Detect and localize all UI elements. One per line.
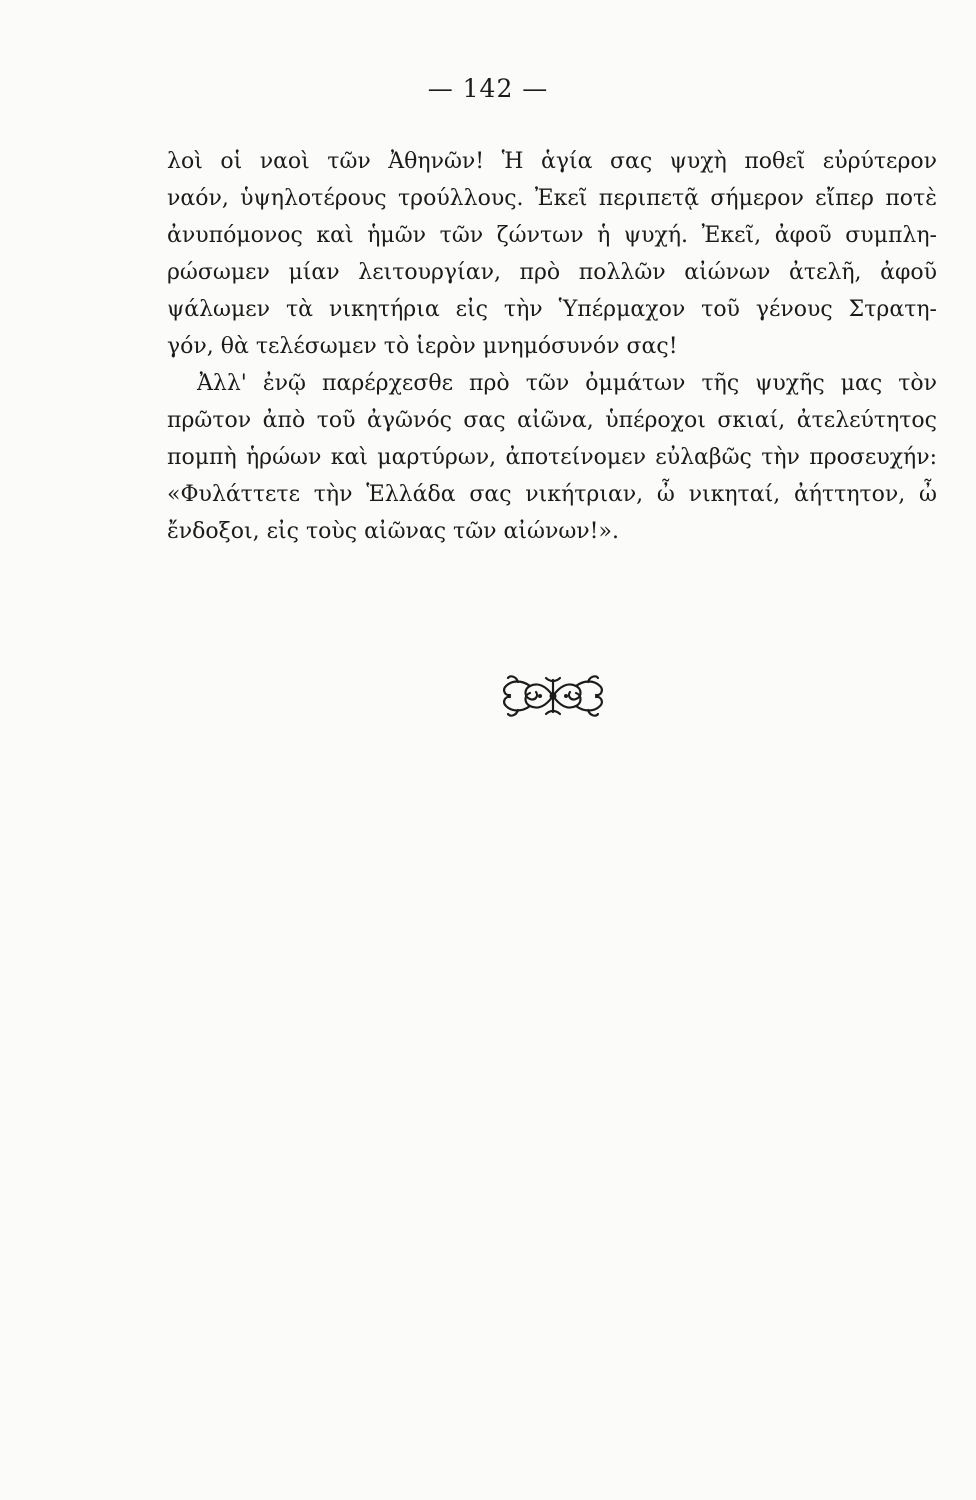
- text-line: «Φυλάττετε τὴν Ἑλλάδα σας νικήτριαν, ὦ νικηταί, ἀήττητον, ὦ: [167, 482, 937, 507]
- text-line: λοὶ οἱ ναοὶ τῶν Ἀθηνῶν! Ἡ ἁγία σας ψυχὴ ποθεῖ εὐρύτερον: [167, 149, 937, 174]
- text-line: ρώσωμεν μίαν λειτουργίαν, πρὸ πολλῶν αἰώνων ἀτελῆ, ἀφοῦ: [167, 260, 937, 285]
- page-number: — 142 —: [427, 74, 549, 103]
- text-line: ναόν, ὑψηλοτέρους τρούλλους. Ἐκεῖ περιπετᾷ σήμερον εἴπερ ποτὲ: [167, 186, 937, 211]
- text-line: ἔνδοξοι, εἰς τοὺς αἰῶνας τῶν αἰώνων!».: [167, 519, 619, 544]
- text-line: Ἀλλ' ἐνῷ παρέρχεσθε πρὸ τῶν ὀμμάτων τῆς ψυχῆς μας τὸν: [197, 371, 937, 396]
- text-line: πομπὴ ἡρώων καὶ μαρτύρων, ἀποτείνομεν εὐλαβῶς τὴν προσευχήν:: [167, 445, 937, 470]
- text-line: ψάλωμεν τὰ νικητήρια εἰς τὴν Ὑπέρμαχον τοῦ γένους Στρατη-: [167, 297, 937, 322]
- floral-ornament-icon: [498, 672, 608, 720]
- text-line: ἀνυπόμονος καὶ ἡμῶν τῶν ζώντων ἡ ψυχή. Ἐκεῖ, ἀφοῦ συμπλη-: [167, 223, 937, 248]
- text-line: πρῶτον ἀπὸ τοῦ ἀγῶνός σας αἰῶνα, ὑπέροχοι σκιαί, ἀτελεύτητος: [167, 408, 937, 433]
- body-text: [167, 143, 937, 550]
- text-line: γόν, θὰ τελέσωμεν τὸ ἱερὸν μνημόσυνόν σας!: [167, 334, 678, 359]
